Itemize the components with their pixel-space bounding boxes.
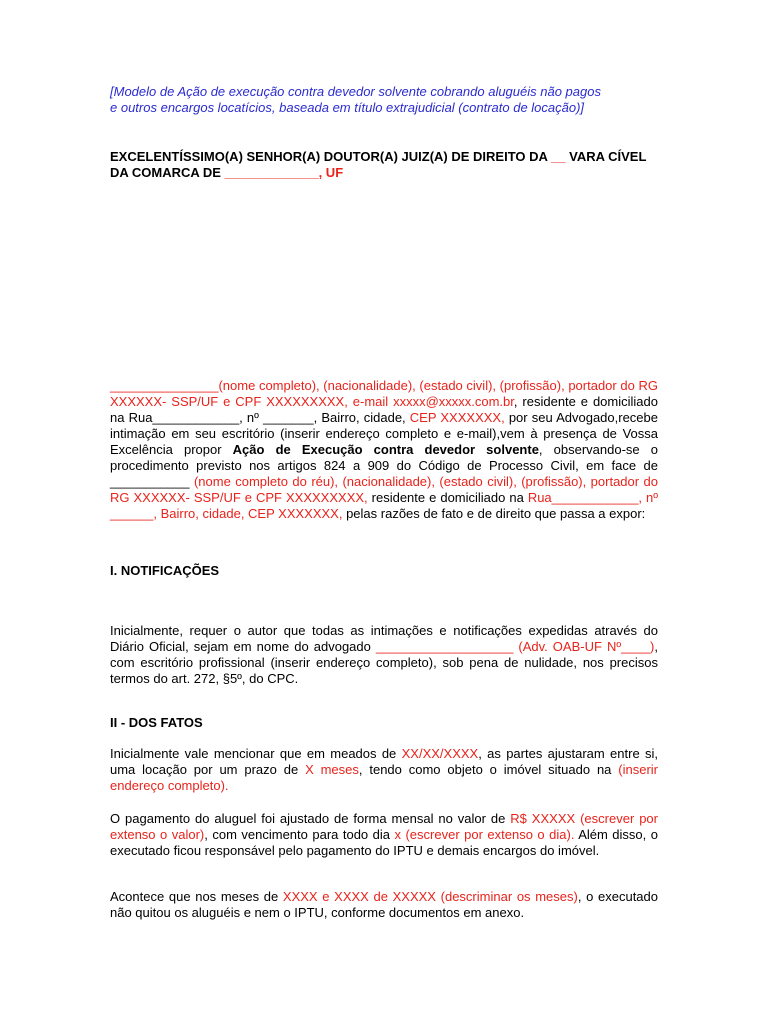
court-header-text-2: VARA CÍVEL DA COMARCA DE: [110, 149, 647, 180]
fatos-1-text-2: , as partes ajustaram entre si, uma locação por um prazo de: [110, 746, 659, 777]
template-note-line-2: e outros encargos locatícios, baseada em título extrajudicial (contrato de locação)]: [110, 100, 585, 115]
fatos-2-text-3: Além disso, o executado ficou responsável pelo pagamento do IPTU e demais encargos do imóvel.: [110, 827, 658, 858]
template-note: [110, 84, 658, 116]
defendant-qualification: (nome completo do réu), (nacionalidade), (estado civil), (profissão), portador do RG XXXXXX- SSP/UF e CPF XXXXXXXXX,: [110, 474, 658, 505]
comarca-blank: _____________, UF: [224, 165, 344, 180]
author-cep: CEP XXXXXXX,: [409, 410, 505, 425]
fatos-paragraph-3: [110, 889, 658, 921]
notificacoes-text-2: , com escritório profissional (inserir endereço completo), sob pena de nulidade, nos precisos termos do art. 272, §5º, do CPC.: [110, 639, 658, 686]
due-day: x (escrever por extenso o dia).: [394, 827, 575, 842]
procedure-text: , observando-se o procedimento previsto nos artigos 824 a 909 do Código de Processo Civil, em face de ___________: [110, 442, 658, 489]
section-heading-fatos: II - DOS FATOS: [110, 715, 203, 730]
fatos-3-text-2: , o executado não quitou os aluguéis e nem o IPTU, conforme documentos em anexo.: [110, 889, 659, 920]
rent-value: R$ XXXXX (escrever por extenso o valor): [110, 811, 658, 842]
property-address: (inserir endereço completo).: [110, 762, 658, 793]
advogado-blank: ___________________ (Adv. OAB-UF Nº____): [375, 639, 655, 654]
template-note-line-1: [Modelo de Ação de execução contra devedor solvente cobrando aluguéis não pagos: [110, 84, 601, 99]
fatos-paragraph-2: [110, 811, 658, 859]
attorney-intro: por seu Advogado,recebe intimação em seu escritório (inserir endereço completo e e-mail),vem à presença de Vossa Excelência propor: [110, 410, 658, 457]
fatos-paragraph-1: [110, 746, 658, 794]
fatos-1-text-3: , tendo como objeto o imóvel situado na: [358, 762, 619, 777]
court-header: [110, 149, 658, 181]
court-header-text-1: EXCELENTÍSSIMO(A) SENHOR(A) DOUTOR(A) JUIZ(A) DE DIREITO DA: [110, 149, 552, 164]
defendant-residence-label: residente e domiciliado na: [367, 490, 528, 505]
fatos-2-text-1: O pagamento do aluguel foi ajustado de forma mensal no valor de: [110, 811, 511, 826]
lease-term: X meses: [305, 762, 359, 777]
defendant-address: Rua____________, nº ______, Bairro, cidade, CEP XXXXXXX,: [110, 490, 659, 521]
qualification-paragraph: [110, 378, 658, 522]
action-name: Ação de Execução contra devedor solvente: [232, 442, 539, 457]
author-qualification: _______________(nome completo), (nacionalidade), (estado civil), (profissão), portador do RG XXXXXX- SSP/UF e CPF XXXXXXXXX, e-mail xxxxx@xxxxx.com.br: [110, 378, 658, 409]
vara-number-blank: __: [551, 149, 566, 164]
notificacoes-paragraph: [110, 623, 658, 687]
section-heading-notificacoes: I. NOTIFICAÇÕES: [110, 563, 220, 578]
author-residence: , residente e domiciliado na Rua____________, nº _______, Bairro, cidade,: [110, 394, 658, 425]
notificacoes-text-1: Inicialmente, requer o autor que todas as intimações e notificações expedidas através do Diário Oficial, sejam em nome do advogado: [110, 623, 658, 654]
fatos-3-text-1: Acontece que nos meses de: [110, 889, 283, 904]
qualification-closing: pelas razões de fato e de direito que passa a expor:: [342, 506, 646, 521]
contract-date: XX/XX/XXXX: [401, 746, 479, 761]
fatos-1-text-1: Inicialmente vale mencionar que em meados de: [110, 746, 402, 761]
fatos-2-text-2: , com vencimento para todo dia: [204, 827, 395, 842]
unpaid-months: XXXX e XXXX de XXXXX (descriminar os meses): [282, 889, 578, 904]
